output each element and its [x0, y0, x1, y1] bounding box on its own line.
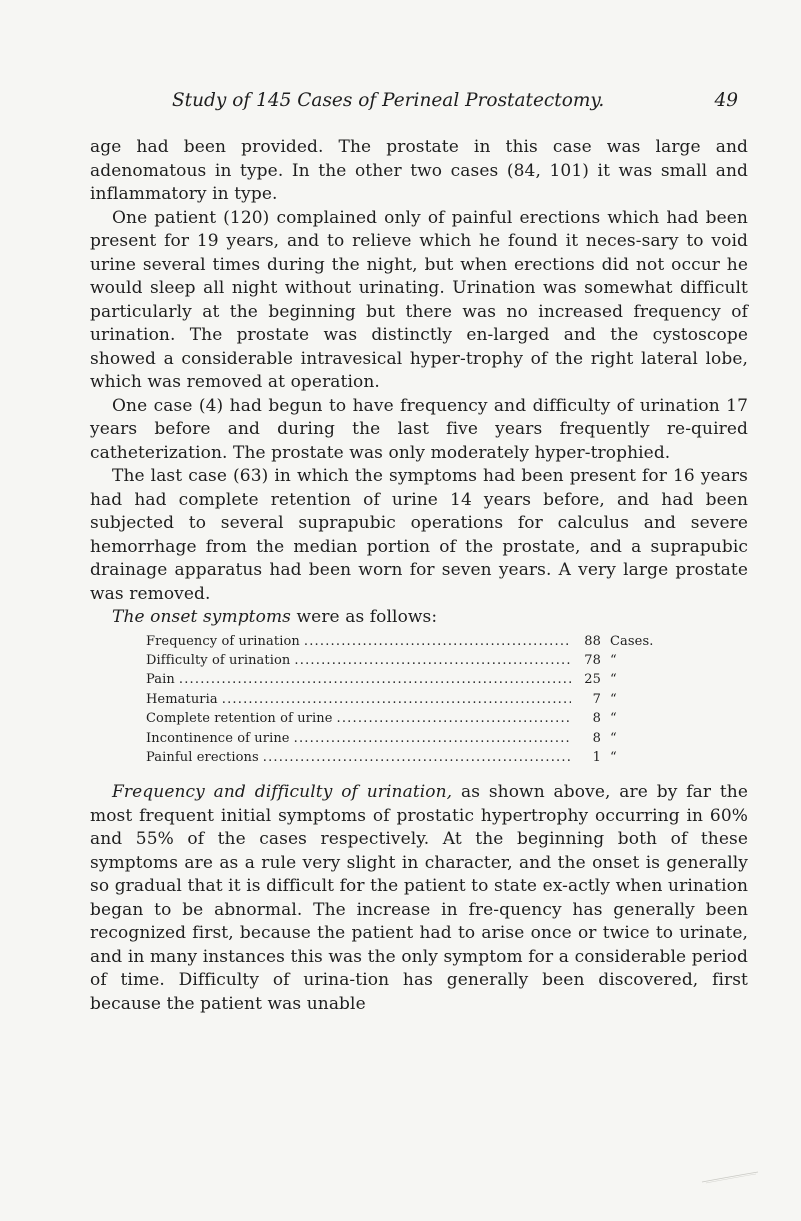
leader-dots: [337, 709, 571, 728]
table-row: [146, 729, 666, 748]
symptom-label: Frequency of urination: [146, 633, 300, 649]
leader-dots: [179, 670, 571, 689]
paragraph-case-120: One patient (120) complained only of painful erections which had been present for 19 years, and to relieve which he found it neces-sary to void urine several times during the night, but when erections did not occur he would sleep all night without urinating. Urination was somewhat difficult particularly at the beginning but there was no increased frequency of urination. The prostate was distinctly en-larged and the cystoscope showed a considerable intravesical hyper-trophy of the right lateral lobe, which was removed at operation.: [90, 207, 748, 392]
leader-dots: [294, 729, 571, 748]
frequency-difficulty-rest: as shown above, are by far the most frequent initial symptoms of prostatic hypertrophy occurring in 60% and 55% of the cases respectively. At the beginning both of these symptoms are as a rule very slight in character, and the onset is generally so gradual that it is difficult for the patient to state ex-actly when urination began to be abnormal. The increase in fre-quency has generally been recognized first, because the patient had to arise once or twice to urinate, and in many instances this was the only symptom for a considerable period of time. Difficulty of urina-tion has generally been discovered, first because the patient was unable: [90, 782, 748, 1014]
symptom-count: 1: [592, 749, 601, 765]
symptom-unit: “: [610, 672, 617, 688]
paragraph-continuation: age had been provided. The prostate in this case was large and adenomatous in type. In the other two cases (84, 101) it was small and inflammatory in type.: [90, 137, 748, 204]
page-number: 49: [714, 90, 738, 111]
paragraph-onset-intro: [90, 606, 748, 630]
symptom-unit: “: [610, 730, 617, 746]
paragraph-case-63: The last case (63) in which the symptoms had been present for 16 years had had complete retention of urine 14 years before, and had been subjected to several suprapubic operations for calculus and severe hemorrhage from the median portion of the prostate, and a suprapubic drainage apparatus had been worn for seven years. A very large prostate was removed.: [90, 466, 748, 604]
symptom-count: 88: [584, 633, 601, 649]
symptom-count: 8: [592, 711, 601, 727]
body-text: [90, 136, 748, 1016]
frequency-difficulty-heading: Frequency and difficulty of urination,: [112, 782, 453, 803]
symptom-unit: “: [610, 652, 617, 668]
leader-dots: [263, 748, 571, 767]
paragraph-case-4: One case (4) had begun to have frequency and difficulty of urination 17 years before and during the last five years frequently re-quired catheterization. The prostate was only moderately hyper-trophied.: [90, 395, 748, 463]
symptom-label: Difficulty of urination: [146, 652, 291, 668]
leader-dots: [222, 690, 571, 709]
symptom-label: Painful erections: [146, 749, 259, 765]
onset-symptoms-heading: The onset symptoms: [112, 607, 291, 627]
paragraph-frequency-difficulty: [90, 781, 748, 1016]
symptom-unit: “: [610, 691, 617, 707]
onset-symptoms-table: [90, 632, 748, 768]
table-row: [146, 632, 666, 651]
symptom-count: 7: [592, 691, 601, 707]
symptom-label: Hematuria: [146, 691, 218, 707]
table-row: [146, 748, 666, 767]
symptom-count: 25: [584, 672, 601, 688]
onset-intro-rest: were as follows:: [291, 607, 438, 627]
symptom-label: Pain: [146, 672, 175, 688]
running-header: [90, 90, 748, 118]
symptom-unit: “: [610, 711, 617, 727]
symptom-count: 78: [584, 652, 601, 668]
symptom-unit: “: [610, 749, 617, 765]
leader-dots: [294, 651, 571, 670]
running-header-title: Study of 145 Cases of Perineal Prostatectomy.: [172, 90, 605, 111]
symptom-label: Complete retention of urine: [146, 711, 333, 727]
table-row: [146, 709, 666, 728]
table-row: [146, 651, 666, 670]
symptom-unit: Cases.: [610, 633, 654, 649]
symptom-count: 8: [592, 730, 601, 746]
symptom-label: Incontinence of urine: [146, 730, 290, 746]
leader-dots: [304, 632, 571, 651]
page-scratch-mark: [700, 1170, 760, 1184]
table-row: [146, 690, 666, 709]
table-row: [146, 670, 666, 689]
